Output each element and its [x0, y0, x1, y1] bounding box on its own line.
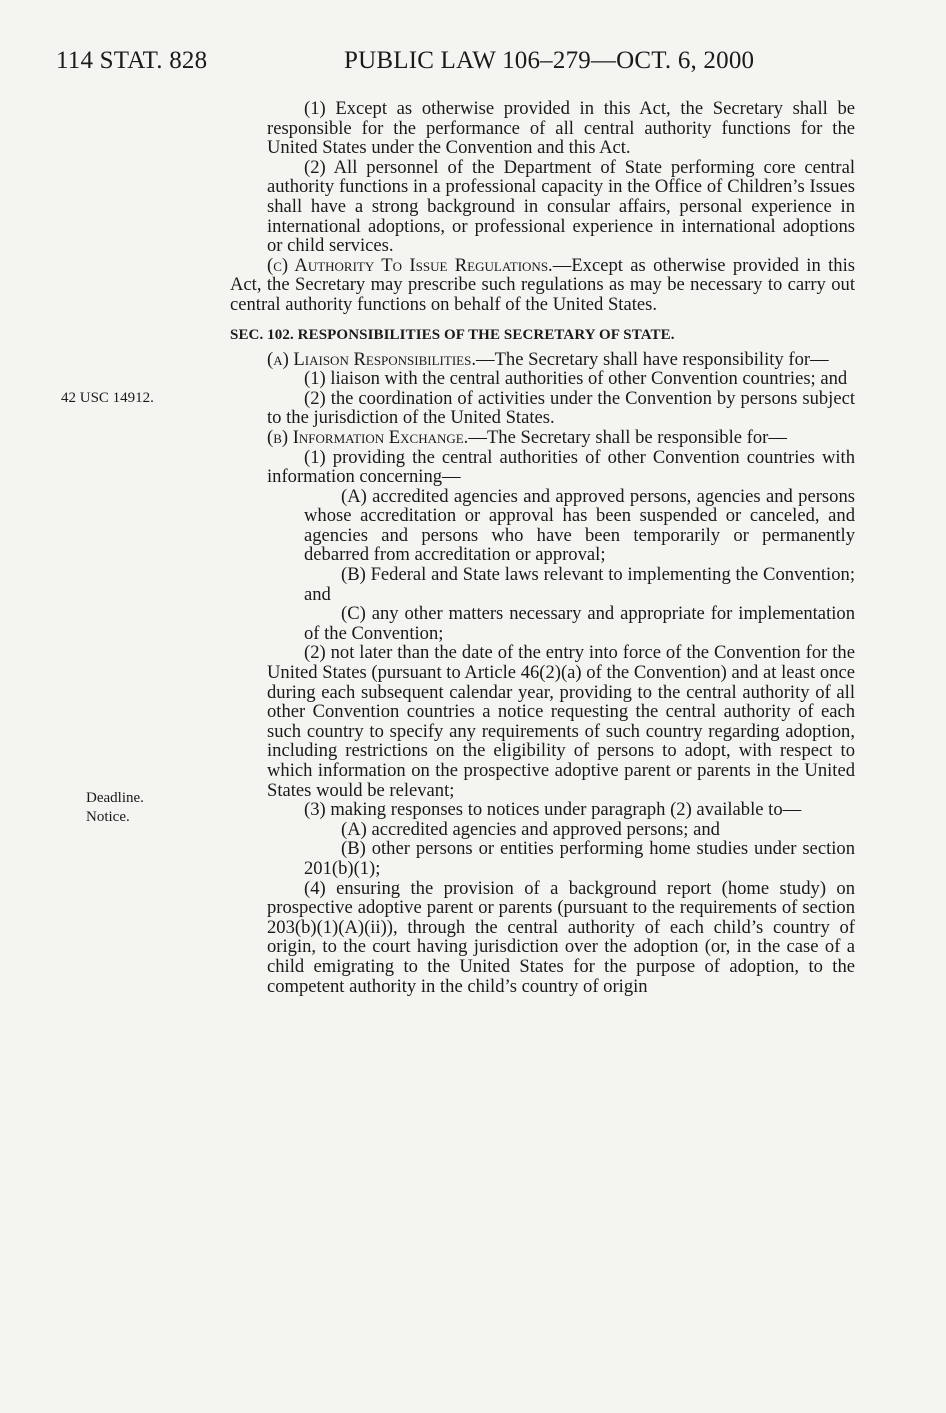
subparagraph-b1A: (A) accredited agencies and approved persons, agencies and persons whose accreditation or approval has been suspended or canceled, and agencies and persons who have been temporarily or permanently debarred from accreditation or approval; — [304, 485, 855, 566]
subparagraph-b1C: (C) any other matters necessary and appropriate for implementation of the Convention; — [304, 603, 855, 644]
subsection-a-heading: (a) Liaison Responsibilities. — [267, 348, 476, 370]
paragraph-b3: (3) making responses to notices under paragraph (2) available to— — [304, 799, 802, 821]
subsection-b — [230, 428, 855, 448]
subsection-b-text: —The Secretary shall be responsible for— — [468, 426, 787, 448]
section-heading: SEC. 102. RESPONSIBILITIES OF THE SECRETARY OF STATE. — [230, 326, 675, 343]
margin-note-notice: Notice. — [86, 809, 130, 825]
subsection-c — [230, 256, 855, 315]
paragraph-a2: (2) the coordination of activities under the Convention by persons subject to the jurisdiction of the United States. — [267, 387, 855, 429]
paragraph-b4: (4) ensuring the provision of a background report (home study) on prospective adoptive parent or parents (pursuant to the requirements of section 203(b)(1)(A)(ii)), through the central authority of each child’s country of origin, to the court having jurisdiction over the adoption (or, in the case of a child emigrating to the United States for the purpose of adoption, to the competent authority in the child’s country of origin — [267, 877, 855, 997]
paragraph-b1: (1) providing the central authorities of other Convention countries with information concerning— — [267, 446, 855, 488]
margin-note-deadline: Deadline. — [86, 790, 144, 806]
subsection-b-heading: (b) Information Exchange. — [267, 426, 469, 448]
law-title: PUBLIC LAW 106–279—OCT. 6, 2000 — [344, 47, 755, 74]
subparagraph-b1B: (B) Federal and State laws relevant to implementing the Convention; and — [304, 564, 855, 605]
subsection-c-text: —Except as otherwise provided in this Act, the Secretary may prescribe such regulations as may be necessary to carry out central authority functions on behalf of the United States. — [230, 254, 855, 315]
margin-note-deadline-notice — [86, 789, 144, 827]
document-body — [230, 99, 855, 996]
margin-note-usc: 42 USC 14912. — [61, 390, 154, 406]
paragraph-1: (1) Except as otherwise provided in this Act, the Secretary shall be responsible for the performance of all central authority functions for the United States under the Convention and this Act. — [267, 98, 855, 159]
paragraph-b2: (2) not later than the date of the entry into force of the Convention for the United States (pursuant to Article 46(2)(a) of the Convention) and at least once during each subsequent calendar year, providing to the central authority of all other Convention countries a notice requesting the central authority of each such country to specify any requirements of such country regarding adoption, including restrictions on the eligibility of persons to adopt, with respect to which information on the prospective adoptive parent or parents in the United States would be relevant; — [267, 642, 855, 801]
subsection-c-heading: (c) Authority To Issue Regulations. — [267, 254, 553, 276]
subparagraph-b3A: (A) accredited agencies and approved persons; and — [341, 818, 720, 840]
paragraph-a1: (1) liaison with the central authorities of other Convention countries; and — [304, 368, 848, 390]
page-reference: 114 STAT. 828 — [56, 47, 208, 74]
page-header — [0, 47, 946, 87]
subparagraph-b3B: (B) other persons or entities performing home studies under section 201(b)(1); — [304, 838, 855, 879]
subsection-a-text: —The Secretary shall have responsibility for— — [475, 348, 829, 370]
paragraph-2: (2) All personnel of the Department of State performing core central authority functions in a professional capacity in the Office of Children’s Issues shall have a strong background in consular affairs, personal experience in international adoptions, or professional experience in international adoptions or child services. — [267, 156, 855, 257]
subsection-a — [230, 350, 855, 370]
